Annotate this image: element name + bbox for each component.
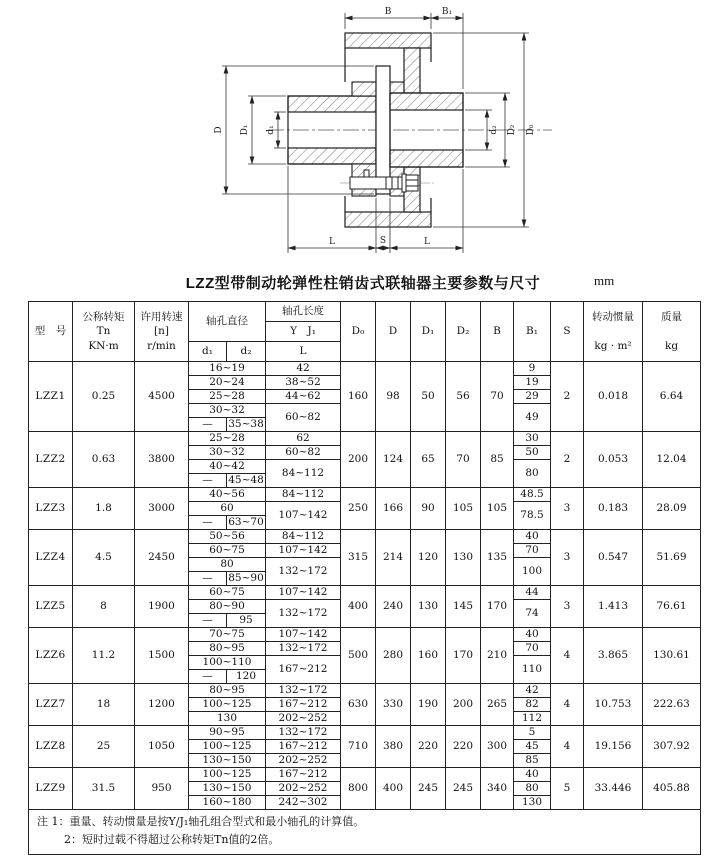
- cell-D: 124: [376, 432, 411, 488]
- cell-inertia: 0.018: [584, 362, 643, 432]
- cell-D: 330: [376, 684, 411, 726]
- cell-speed: 1200: [135, 684, 189, 726]
- col-header-inertia-line2: kg · m²: [594, 339, 632, 352]
- dim-label-L-left: L: [329, 237, 335, 247]
- cell-length: 107~142: [266, 502, 341, 530]
- cell-bore-range: 80~95: [189, 642, 266, 656]
- cell-D0: 710: [341, 726, 376, 768]
- cell-B: 105: [481, 488, 514, 530]
- cell-inertia: 0.053: [584, 432, 643, 488]
- cell-length: 132~172: [266, 600, 341, 628]
- cell-D1: 245: [411, 768, 446, 810]
- cell-length: 202~252: [266, 782, 341, 796]
- dim-label-D1: D₁: [240, 124, 250, 136]
- table-row: [29, 432, 701, 446]
- cell-D1: 160: [411, 628, 446, 684]
- cell-B1: 110: [514, 656, 551, 684]
- cell-torque: 31.5: [73, 768, 135, 810]
- cell-model: LZZ4: [29, 530, 73, 586]
- table-row: [29, 684, 701, 698]
- cell-bore-range: 130~150: [189, 782, 266, 796]
- cell-inertia: 33.446: [584, 768, 643, 810]
- cell-bore-d1: —: [189, 572, 227, 586]
- cell-S: 3: [551, 530, 584, 586]
- cell-bore-range: 80: [189, 558, 266, 572]
- cell-B1: 78.5: [514, 502, 551, 530]
- cell-bore-d1: —: [189, 418, 227, 432]
- cell-D1: 65: [411, 432, 446, 488]
- cell-length: 132~172: [266, 726, 341, 740]
- cell-D0: 200: [341, 432, 376, 488]
- cell-speed: 1050: [135, 726, 189, 768]
- cell-torque: 0.63: [73, 432, 135, 488]
- cell-B: 210: [481, 628, 514, 684]
- cell-B1: 100: [514, 558, 551, 586]
- cell-length: 84~112: [266, 530, 341, 544]
- cell-mass: 6.64: [643, 362, 701, 432]
- dim-label-D: D: [214, 126, 224, 134]
- cell-D2: 130: [446, 530, 481, 586]
- cell-inertia: 0.183: [584, 488, 643, 530]
- note-2: 2：短时过载不得超过公称转矩Tn值的2倍。: [64, 832, 280, 846]
- cell-length: 62: [266, 432, 341, 446]
- cell-inertia: 1.413: [584, 586, 643, 628]
- cell-length: 202~252: [266, 712, 341, 726]
- cell-D0: 630: [341, 684, 376, 726]
- cell-S: 4: [551, 628, 584, 684]
- cell-model: LZZ2: [29, 432, 73, 488]
- cell-speed: 2450: [135, 530, 189, 586]
- col-header-torque-line1: 公称转矩: [82, 311, 125, 324]
- cell-D0: 315: [341, 530, 376, 586]
- cell-speed: 3800: [135, 432, 189, 488]
- cell-B1: 49: [514, 404, 551, 432]
- table-row: [29, 628, 701, 642]
- cell-mass: 76.61: [643, 586, 701, 628]
- cell-S: 4: [551, 726, 584, 768]
- col-header-inertia-line1: 转动惯量: [592, 311, 634, 324]
- col-header-S: S: [551, 302, 584, 362]
- cell-D1: 190: [411, 684, 446, 726]
- cell-length: 167~212: [266, 656, 341, 684]
- cell-B: 265: [481, 684, 514, 726]
- cell-D: 400: [376, 768, 411, 810]
- cell-D1: 90: [411, 488, 446, 530]
- cell-bore-range: 100~125: [189, 768, 266, 782]
- cell-bore-range: 30~32: [189, 404, 266, 418]
- cell-D1: 50: [411, 362, 446, 432]
- cell-D0: 160: [341, 362, 376, 432]
- cell-length: 107~142: [266, 628, 341, 642]
- cell-D2: 245: [446, 768, 481, 810]
- cell-B1: 80: [514, 782, 551, 796]
- table-footer: [29, 810, 701, 855]
- cell-B1: 19: [514, 376, 551, 390]
- cell-bore-range: 40~56: [189, 488, 266, 502]
- cell-length: 60~82: [266, 446, 341, 460]
- col-header-torque-line2: Tn: [96, 325, 111, 338]
- cell-B1: 50: [514, 446, 551, 460]
- cell-length: 42: [266, 362, 341, 376]
- cell-D2: 56: [446, 362, 481, 432]
- col-header-torque: [73, 302, 135, 362]
- table-header: [29, 302, 701, 362]
- cell-bore-range: 130: [189, 712, 266, 726]
- cell-torque: 1.8: [73, 488, 135, 530]
- cell-bore-range: 60~75: [189, 544, 266, 558]
- cell-bore-range: 16~19: [189, 362, 266, 376]
- cell-D2: 145: [446, 586, 481, 628]
- cell-D2: 105: [446, 488, 481, 530]
- table-row: [29, 530, 701, 544]
- cell-B: 85: [481, 432, 514, 488]
- cell-length: 60~82: [266, 404, 341, 432]
- parameters-table: [28, 301, 701, 855]
- col-header-bore-len: 轴孔长度: [266, 302, 341, 322]
- cell-model: LZZ5: [29, 586, 73, 628]
- cell-length: 132~172: [266, 684, 341, 698]
- cell-D: 280: [376, 628, 411, 684]
- cell-length: 167~212: [266, 768, 341, 782]
- col-header-B1: B₁: [514, 302, 551, 362]
- cell-bore-d2: 63~70: [228, 515, 264, 528]
- cell-length: 107~142: [266, 586, 341, 600]
- table-body: [29, 362, 701, 810]
- cell-inertia: 3.865: [584, 628, 643, 684]
- cell-length: 44~62: [266, 390, 341, 404]
- cell-D2: 220: [446, 726, 481, 768]
- col-header-L: L: [266, 342, 341, 362]
- cell-length: 167~212: [266, 698, 341, 712]
- cell-D: 214: [376, 530, 411, 586]
- cell-S: 2: [551, 432, 584, 488]
- cell-B1: 130: [514, 796, 551, 810]
- cell-D0: 400: [341, 586, 376, 628]
- notes: [29, 810, 701, 855]
- col-header-speed-line3: r/min: [147, 339, 176, 352]
- cell-bore-d1: —: [189, 474, 227, 488]
- cell-bore-range: 50~56: [189, 530, 266, 544]
- cell-bore-range: 40~42: [189, 460, 266, 474]
- cell-mass: 405.88: [643, 768, 701, 810]
- cell-model: LZZ3: [29, 488, 73, 530]
- cell-mass: 12.04: [643, 432, 701, 488]
- cell-D1: 220: [411, 726, 446, 768]
- dim-label-B1: B₁: [441, 7, 453, 17]
- cell-S: 5: [551, 768, 584, 810]
- dim-label-d2: d₂: [489, 125, 499, 135]
- col-header-bore-dia: 轴孔直径: [189, 302, 266, 342]
- dim-label-d1: d₁: [266, 125, 276, 135]
- cell-bore-d2: 95: [227, 614, 266, 628]
- title-row: [0, 272, 726, 293]
- cell-D0: 800: [341, 768, 376, 810]
- page-title: LZZ型带制动轮弹性柱销齿式联轴器主要参数与尺寸: [185, 275, 541, 292]
- cell-B1: 48.5: [514, 488, 551, 502]
- col-header-D1: D₁: [411, 302, 446, 362]
- cell-torque: 4.5: [73, 530, 135, 586]
- cell-length: 242~302: [266, 796, 341, 810]
- cell-length: 132~172: [266, 558, 341, 586]
- cell-speed: 4500: [135, 362, 189, 432]
- cell-S: 2: [551, 362, 584, 432]
- cell-B1: 30: [514, 432, 551, 446]
- cell-B1: 70: [514, 642, 551, 656]
- cell-D: 166: [376, 488, 411, 530]
- cell-torque: 18: [73, 684, 135, 726]
- cell-length: 132~172: [266, 642, 341, 656]
- col-header-speed-line1: 许用转速: [140, 311, 183, 324]
- cell-bore-range: 25~28: [189, 390, 266, 404]
- cell-bore-d1: —: [189, 614, 227, 628]
- cell-torque: 25: [73, 726, 135, 768]
- cell-model: LZZ9: [29, 768, 73, 810]
- cell-model: LZZ8: [29, 726, 73, 768]
- table-row: [29, 726, 701, 740]
- cell-D0: 500: [341, 628, 376, 684]
- cell-bore-range: 160~180: [189, 796, 266, 810]
- coupling-section-drawing: [0, 0, 726, 268]
- cell-B: 170: [481, 586, 514, 628]
- cell-B1: 40: [514, 530, 551, 544]
- cell-bore-d2: 120: [227, 670, 266, 684]
- col-header-D2: D₂: [446, 302, 481, 362]
- cell-torque: 8: [73, 586, 135, 628]
- cell-bore-d2: 45~48: [228, 473, 264, 486]
- cell-bore-range: 60~75: [189, 586, 266, 600]
- cell-bore-range: 30~32: [189, 446, 266, 460]
- cell-length: 84~112: [266, 460, 341, 488]
- table-row: [29, 586, 701, 600]
- col-header-speed-line2: [n]: [154, 325, 169, 338]
- col-header-inertia: [584, 302, 643, 362]
- cell-torque: 0.25: [73, 362, 135, 432]
- cell-speed: 950: [135, 768, 189, 810]
- dim-label-S: S: [379, 236, 387, 246]
- cell-D2: 170: [446, 628, 481, 684]
- note-1: 注 1：重量、转动惯量是按Y/J₁轴孔组合型式和最小轴孔的计算值。: [37, 815, 365, 828]
- cell-length: 107~142: [266, 544, 341, 558]
- cell-speed: 1900: [135, 586, 189, 628]
- cell-length: 38~52: [266, 376, 341, 390]
- cell-mass: 51.69: [643, 530, 701, 586]
- cell-mass: 307.92: [643, 726, 701, 768]
- notes-row: [29, 810, 701, 855]
- dim-label-D2: D₂: [507, 124, 517, 136]
- cell-bore-d1: —: [189, 670, 227, 684]
- cell-model: LZZ6: [29, 628, 73, 684]
- cell-bore-range: 100~125: [189, 698, 266, 712]
- col-header-mass-line2: kg: [664, 339, 679, 352]
- cell-bore-range: 60: [189, 502, 266, 516]
- cell-bore-range: 90~95: [189, 726, 266, 740]
- cell-B: 70: [481, 362, 514, 432]
- cell-model: LZZ7: [29, 684, 73, 726]
- table-row: [29, 488, 701, 502]
- col-header-mass-line1: 质量: [661, 311, 682, 324]
- cell-mass: 28.09: [643, 488, 701, 530]
- col-header-yj1: Y J₁: [266, 322, 341, 342]
- cell-bore-range: 80~95: [189, 684, 266, 698]
- cell-B1: 40: [514, 768, 551, 782]
- cell-S: 3: [551, 586, 584, 628]
- col-header-mass: [643, 302, 701, 362]
- cell-mass: 130.61: [643, 628, 701, 684]
- col-header-d2: d₂: [227, 342, 266, 362]
- cell-B1: 82: [514, 698, 551, 712]
- cell-model: LZZ1: [29, 362, 73, 432]
- header-row-1: [29, 302, 701, 322]
- cell-B1: 45: [514, 740, 551, 754]
- cell-bore-d2: 35~38: [228, 417, 264, 430]
- col-header-D: D: [376, 302, 411, 362]
- cell-B1: 74: [514, 600, 551, 628]
- cell-B1: 80: [514, 460, 551, 488]
- col-header-D0: D₀: [341, 302, 376, 362]
- col-header-speed: [135, 302, 189, 362]
- cell-D1: 130: [411, 586, 446, 628]
- col-header-B: B: [481, 302, 514, 362]
- cell-mass: 222.63: [643, 684, 701, 726]
- cell-D2: 70: [446, 432, 481, 488]
- cell-B1: 112: [514, 712, 551, 726]
- cell-torque: 11.2: [73, 628, 135, 684]
- dim-label-L-right: L: [424, 237, 430, 247]
- cell-B1: 70: [514, 544, 551, 558]
- cell-D: 98: [376, 362, 411, 432]
- cell-bore-d2: 85~90: [228, 571, 264, 584]
- cell-bore-range: 100~110: [189, 656, 266, 670]
- cell-B1: 9: [514, 362, 551, 376]
- cell-bore-range: 130~150: [189, 754, 266, 768]
- cell-D0: 250: [341, 488, 376, 530]
- spacer-disc: [376, 66, 390, 194]
- table-row: [29, 768, 701, 782]
- dim-label-D0: D₀: [526, 124, 536, 136]
- cell-D2: 200: [446, 684, 481, 726]
- cell-S: 4: [551, 684, 584, 726]
- cell-B1: 85: [514, 754, 551, 768]
- cell-B: 340: [481, 768, 514, 810]
- cell-bore-range: 25~28: [189, 432, 266, 446]
- cell-D: 380: [376, 726, 411, 768]
- dim-label-B: B: [384, 7, 392, 17]
- cell-bore-d1: —: [189, 516, 227, 530]
- cell-length: 202~252: [266, 754, 341, 768]
- cell-inertia: 0.547: [584, 530, 643, 586]
- cell-B1: 29: [514, 390, 551, 404]
- cell-B1: 40: [514, 628, 551, 642]
- col-header-d1: d₁: [189, 342, 227, 362]
- cell-inertia: 19.156: [584, 726, 643, 768]
- table-row: [29, 362, 701, 376]
- cell-bore-range: 70~75: [189, 628, 266, 642]
- cell-bore-range: 100~125: [189, 740, 266, 754]
- cell-length: 167~212: [266, 740, 341, 754]
- cell-B1: 42: [514, 684, 551, 698]
- cell-D1: 120: [411, 530, 446, 586]
- cell-speed: 3000: [135, 488, 189, 530]
- cell-D: 240: [376, 586, 411, 628]
- cell-speed: 1500: [135, 628, 189, 684]
- col-header-torque-line3: KN·m: [88, 339, 119, 352]
- cell-bore-range: 80~90: [189, 600, 266, 614]
- cell-bore-range: 20~24: [189, 376, 266, 390]
- cell-length: 84~112: [266, 488, 341, 502]
- cell-B: 135: [481, 530, 514, 586]
- col-header-model: 型 号: [29, 302, 73, 362]
- cell-inertia: 10.753: [584, 684, 643, 726]
- unit-label: mm: [594, 273, 615, 288]
- coupling-drawing-svg: [0, 0, 726, 268]
- cell-B1: 5: [514, 726, 551, 740]
- cell-S: 3: [551, 488, 584, 530]
- cell-B: 300: [481, 726, 514, 768]
- cell-B1: 44: [514, 586, 551, 600]
